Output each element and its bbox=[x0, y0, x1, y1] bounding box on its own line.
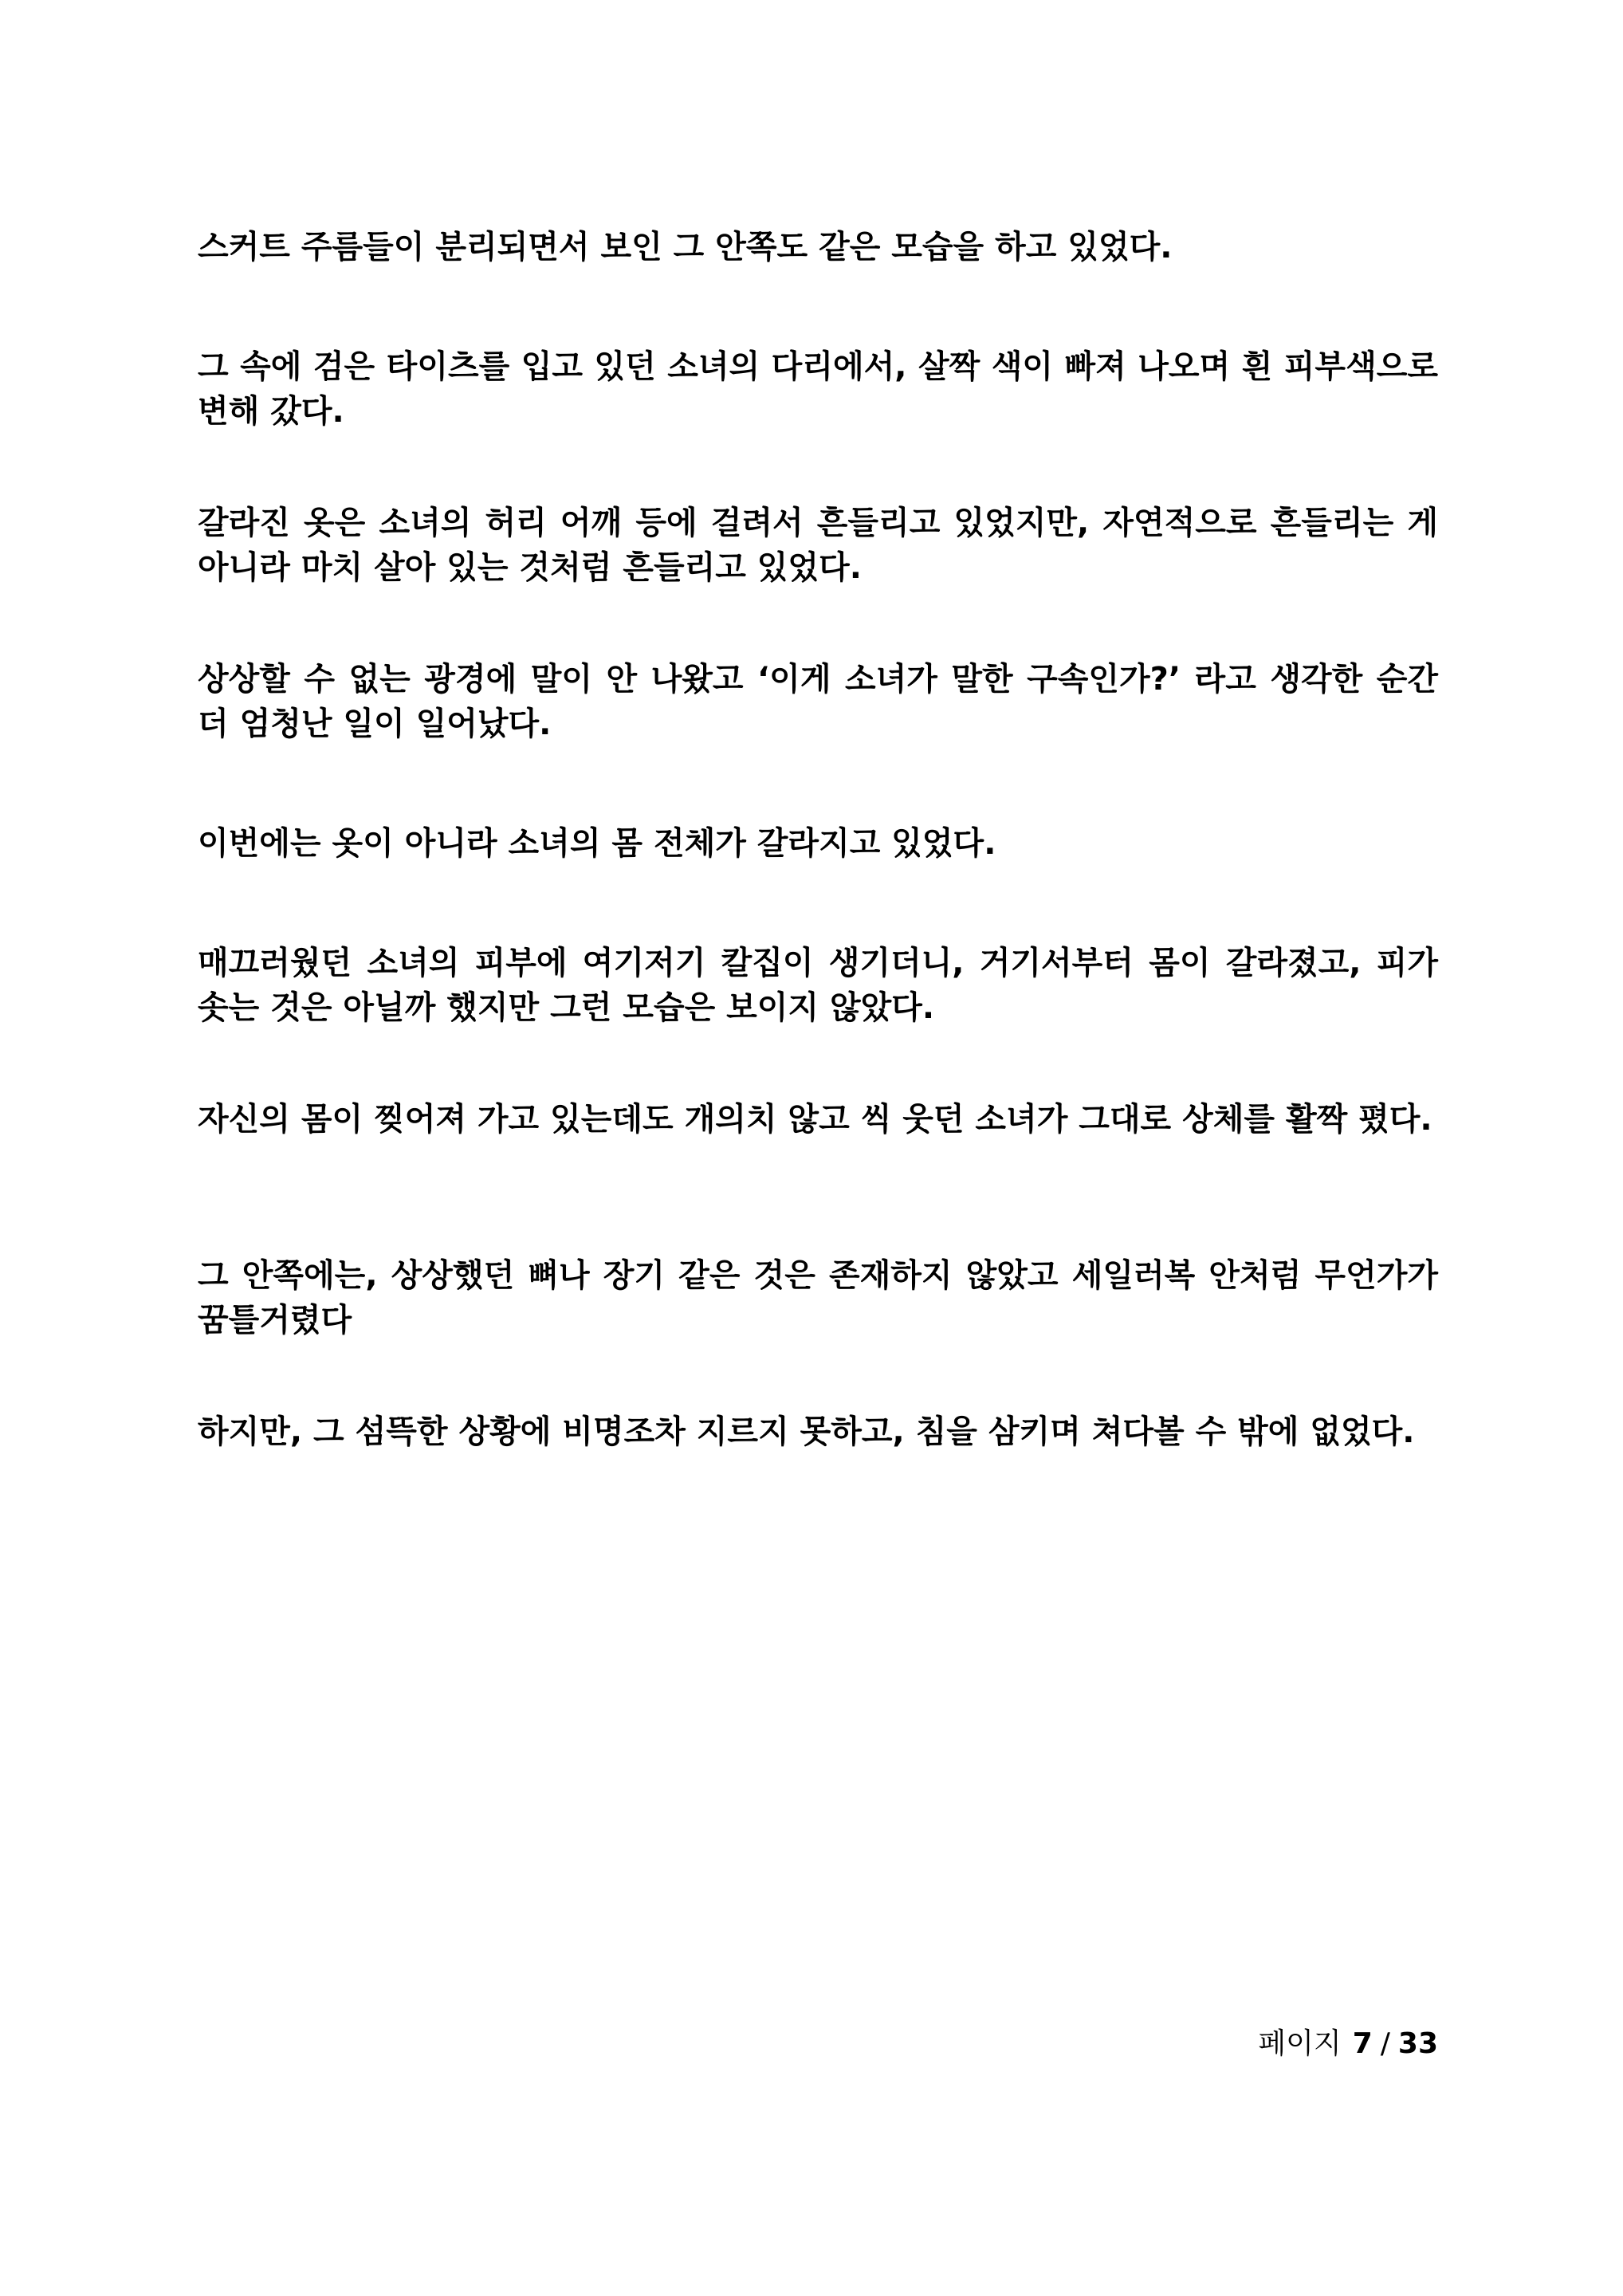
page-label: 페이지 bbox=[1258, 2027, 1342, 2060]
paragraph-2: 그 속에 검은 타이츠를 입고 있던 소녀의 다리에서, 살짝 색이 빠져 나오며 흰 피부색으로 변해 갔다. bbox=[198, 348, 1438, 430]
paragraph-5: 이번에는 옷이 아니라 소녀의 몸 전체가 갈라지고 있었다. bbox=[198, 825, 996, 862]
paragraph-7: 자신의 몸이 찢어져 가고 있는데도 개의치 않고 씩 웃던 소녀가 그대로 상체를 활짝 폈다. bbox=[198, 1101, 1432, 1138]
paragraph-8: 그 안쪽에는, 상상했던 뼈나 장기 같은 것은 존재하지 않았고 세일러복 안처럼 무언가가 꿈틀거렸다 bbox=[198, 1257, 1438, 1339]
page-separator: / bbox=[1380, 2027, 1390, 2060]
page-footer bbox=[1258, 2025, 1438, 2063]
page-number: 7 bbox=[1352, 2027, 1373, 2060]
paragraph-9: 하지만, 그 섬뜩한 상황에 비명조차 지르지 못하고, 침을 삼키며 쳐다볼 수 밖에 없었다. bbox=[198, 1413, 1415, 1450]
paragraph-1: 스커트 주름들이 분리되면서 보인 그 안쪽도 같은 모습을 하고 있었다. bbox=[198, 229, 1173, 265]
paragraph-6: 매끄러웠던 소녀의 피부에 여기저기 칼집이 생기더니, 거기서부터 몸이 갈라졌고, 피가 솟는 것은 아닐까 했지만 그런 모습은 보이지 않았다. bbox=[198, 945, 1438, 1026]
paragraph-3: 갈라진 옷은 소녀의 허리 어깨 등에 걸려서 흔들리고 있었지만, 자연적으로 흔들리는 게 아니라 마치 살아 있는 것처럼 흔들리고 있었다. bbox=[198, 505, 1438, 586]
paragraph-4: 상상할 수 없는 광경에 말이 안 나왔고 ‘이게 소녀가 말한 구속인가?’ 라고 생각한 순간 더 엄청난 일이 일어났다. bbox=[198, 661, 1438, 742]
page-total: 33 bbox=[1397, 2027, 1438, 2060]
